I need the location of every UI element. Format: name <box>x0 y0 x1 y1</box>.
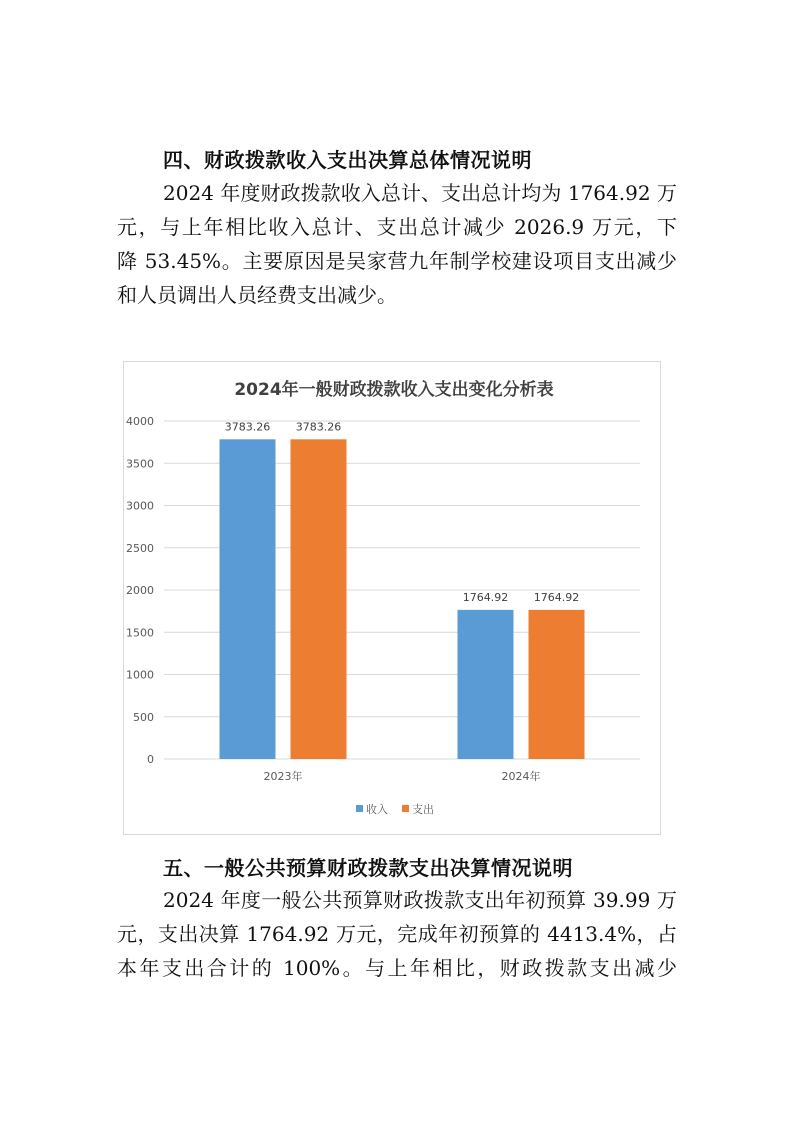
data-label: 3783.26 <box>224 420 271 434</box>
data-label: 1764.92 <box>462 590 509 604</box>
x-tick-label: 2023年 <box>263 770 303 783</box>
y-tick-label: 2000 <box>126 584 154 597</box>
y-tick-label: 3000 <box>126 499 154 513</box>
chart-data-labels <box>225 420 580 604</box>
bar-支出-2024年 <box>529 610 585 759</box>
section-4-paragraph <box>117 176 677 312</box>
bar-chart <box>123 361 661 835</box>
data-label: 1764.92 <box>533 590 580 604</box>
data-label: 3783.26 <box>295 420 342 434</box>
y-tick-label: 4000 <box>126 415 154 428</box>
paragraph-line: 元，支出决算 1764.92 万元，完成年初预算的 4413.4%，占 <box>117 922 677 946</box>
section-5-paragraph <box>117 883 677 985</box>
paragraph-line: 和人员调出人员经费支出减少。 <box>117 283 397 307</box>
y-tick-label: 3500 <box>126 457 154 471</box>
bar-收入-2023年 <box>220 439 276 759</box>
chart-legend <box>356 802 434 816</box>
x-axis-ticks <box>264 769 541 783</box>
paragraph-line: 元，与上年相比收入总计、支出总计减少 2026.9 万元，下 <box>117 215 677 239</box>
y-tick-label: 1000 <box>126 668 154 682</box>
legend-label: 支出 <box>412 803 434 816</box>
section-5-heading: 五、一般公共预算财政拨款支出决算情况说明 <box>163 856 573 880</box>
paragraph-line: 降 53.45%。主要原因是吴家营九年制学校建设项目支出减少 <box>117 249 677 273</box>
chart-bars <box>220 439 585 759</box>
chart-title: 2024年一般财政拨款收入支出变化分析表 <box>234 380 554 400</box>
legend-swatch <box>402 805 409 812</box>
legend-swatch <box>356 805 363 812</box>
bar-收入-2024年 <box>458 610 514 759</box>
section-4-heading: 四、财政拨款收入支出决算总体情况说明 <box>163 148 532 172</box>
paragraph-line: 2024 年度一般公共预算财政拨款支出年初预算 39.99 万 <box>163 888 677 912</box>
y-tick-label: 1500 <box>126 626 154 640</box>
y-axis-ticks <box>126 415 154 766</box>
bar-支出-2023年 <box>291 439 347 759</box>
x-tick-label: 2024年 <box>501 770 541 783</box>
legend-label: 收入 <box>366 803 388 816</box>
chart-canvas <box>124 362 660 834</box>
y-tick-label: 2500 <box>126 541 154 555</box>
paragraph-line: 2024 年度财政拨款收入总计、支出总计均为 1764.92 万 <box>163 181 677 205</box>
y-tick-label: 0 <box>147 753 154 766</box>
paragraph-line: 本年支出合计的 100%。与上年相比，财政拨款支出减少 <box>117 956 677 980</box>
y-tick-label: 500 <box>133 710 154 724</box>
